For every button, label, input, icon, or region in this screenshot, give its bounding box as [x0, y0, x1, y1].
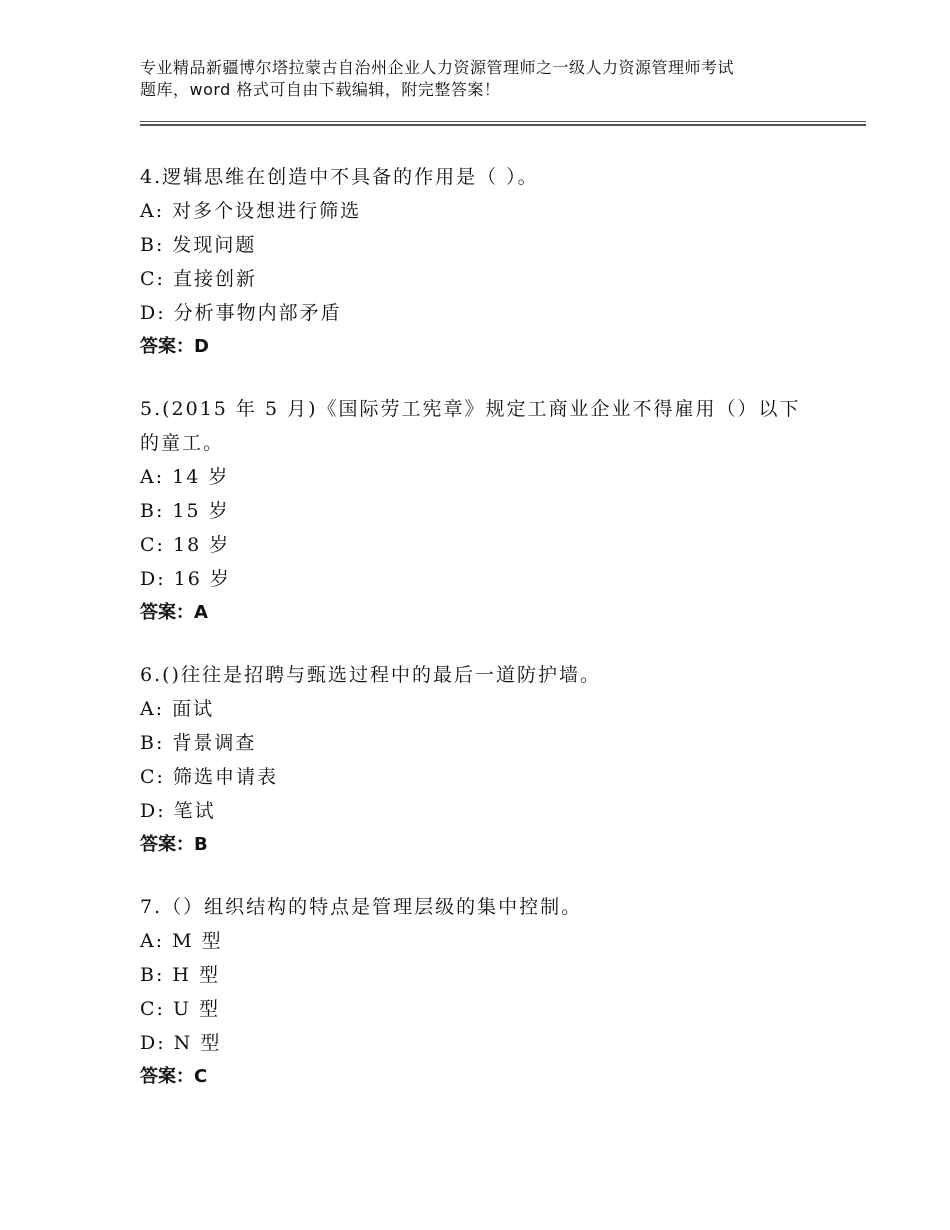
option-b: B: H 型: [140, 964, 221, 986]
answer-label: 答案：C: [140, 1066, 208, 1087]
answer-label: 答案：A: [140, 602, 208, 623]
option-d: D: N 型: [140, 1032, 222, 1054]
header-divider-thick: [140, 124, 866, 126]
option-c: C: U 型: [140, 998, 221, 1020]
question-list: [140, 160, 840, 1122]
option-a: A: 14 岁: [140, 466, 230, 488]
option-b: B: 发现问题: [140, 234, 257, 256]
option-a: A: 对多个设想进行筛选: [140, 200, 362, 222]
option-b: B: 15 岁: [140, 500, 230, 522]
option-a: A: 面试: [140, 698, 215, 720]
document-header: [140, 57, 840, 101]
question-4: [140, 160, 840, 364]
header-title-line-1: 专业精品新疆博尔塔拉蒙古自治州企业人力资源管理师之一级人力资源管理师考试: [140, 58, 735, 77]
option-c: C: 筛选申请表: [140, 766, 278, 788]
question-text: 4.逻辑思维在创造中不具备的作用是（ ）。: [140, 166, 539, 188]
question-text: 7.（）组织结构的特点是管理层级的集中控制。: [140, 896, 583, 918]
answer-label: 答案：D: [140, 336, 209, 357]
option-c: C: 直接创新: [140, 268, 257, 290]
question-5: [140, 392, 840, 630]
answer-label: 答案：B: [140, 834, 208, 855]
option-d: D: 笔试: [140, 800, 216, 822]
option-b: B: 背景调查: [140, 732, 257, 754]
header-divider-thin: [140, 121, 866, 122]
option-d: D: 分析事物内部矛盾: [140, 302, 342, 324]
option-d: D: 16 岁: [140, 568, 231, 590]
option-a: A: M 型: [140, 930, 223, 952]
question-text: 5.(2015 年 5 月)《国际劳工宪章》规定工商业企业不得雇用（）以下: [140, 398, 801, 420]
header-title-line-2: 题库，word 格式可自由下载编辑，附完整答案！: [140, 80, 501, 99]
option-c: C: 18 岁: [140, 534, 231, 556]
question-text: 6.()往往是招聘与甄选过程中的最后一道防护墙。: [140, 664, 601, 686]
question-text-continued: 的童工。: [140, 432, 225, 454]
question-6: [140, 658, 840, 862]
question-7: [140, 890, 840, 1094]
